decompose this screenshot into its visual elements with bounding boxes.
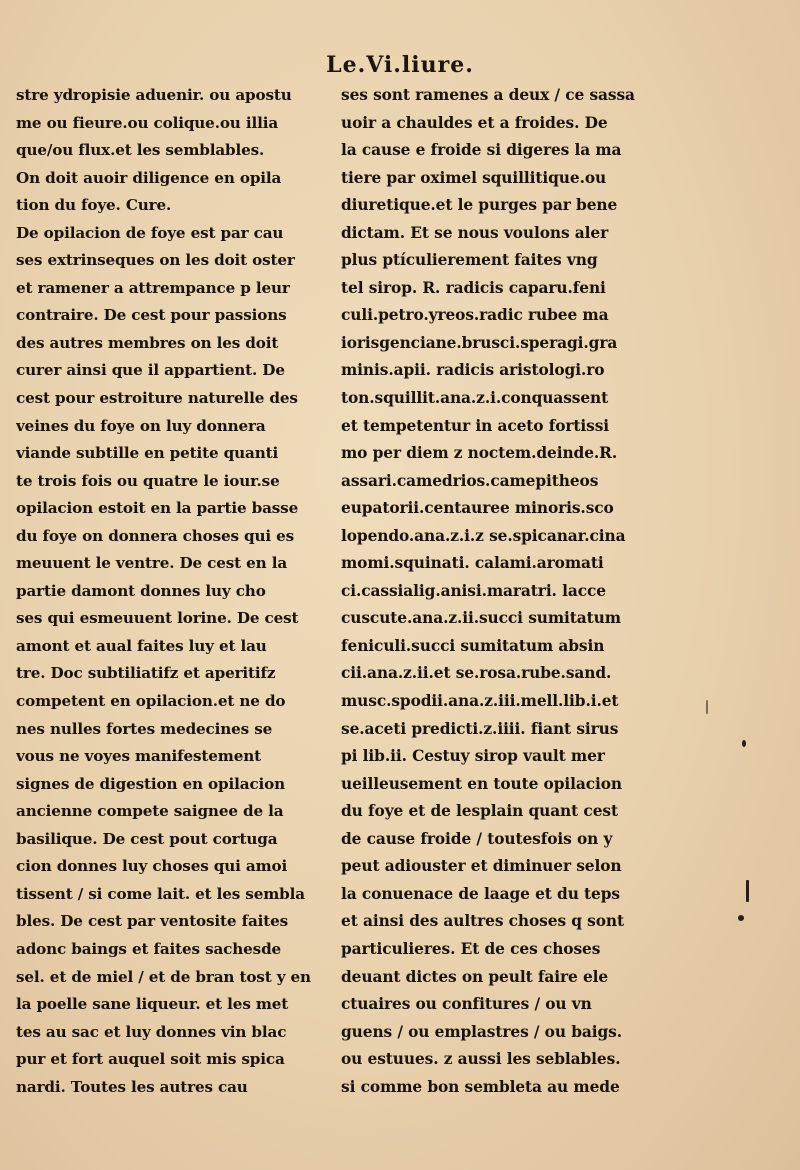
- left-column-line: partie damont donnes luy cho: [16, 581, 266, 600]
- right-column-line: lopendo.ana.z.i.z se.spicanar.cina: [341, 526, 626, 545]
- right-column-line: tel sirop. R. radicis caparu.feni: [341, 278, 606, 297]
- left-column-line: sel. et de miel / et de bran tost y en: [16, 967, 311, 986]
- ink-spot: [706, 700, 708, 714]
- left-column-line: tissent / si come lait. et les sembla: [16, 884, 305, 903]
- right-column-line: ou estuues. z aussi les seblables.: [341, 1050, 621, 1069]
- right-column-line: tiere par oximel squillitique.ou: [341, 168, 607, 187]
- left-column-line: De opilacion de foye est par cau: [16, 223, 284, 242]
- right-column-line: ci.cassialig.anisi.maratri. lacce: [341, 581, 606, 600]
- left-column-line: amont et aual faites luy et lau: [16, 636, 267, 655]
- right-column-line: assari.camedrios.camepitheos: [341, 471, 599, 490]
- left-column-line: tes au sac et luy donnes vin blac: [16, 1022, 287, 1041]
- left-column-line: nardi. Toutes les autres cau: [16, 1077, 248, 1096]
- right-column-line: cii.ana.z.ii.et se.rosa.rube.sand.: [341, 664, 612, 683]
- left-column-line: nes nulles fortes medecines se: [16, 719, 273, 738]
- right-column-line: la cause e froide si digeres la ma: [341, 141, 622, 160]
- right-column-line: et ainsi des aultres choses q sont: [341, 912, 625, 931]
- left-column-line: opilacion estoit en la partie basse: [16, 499, 299, 518]
- ink-spot: [738, 915, 744, 921]
- right-column-line: dictam. Et se nous voulons aler: [341, 223, 609, 242]
- right-column-line: particulieres. Et de ces choses: [341, 939, 601, 958]
- right-column-line: ueilleusement en toute opilacion: [341, 774, 623, 793]
- right-column-line: se.aceti predicti.z.iiii. fiant sirus: [341, 719, 619, 738]
- left-column-line: contraire. De cest pour passions: [16, 306, 287, 325]
- right-column-line: mo per diem z noctem.deinde.R.: [341, 444, 618, 463]
- left-column-line: tre. Doc subtiliatifz et aperitifz: [16, 664, 276, 683]
- left-column-line: curer ainsi que il appartient. De: [16, 361, 285, 380]
- left-column-line: veines du foye on luy donnera: [16, 416, 266, 435]
- left-column-line: signes de digestion en opilacion: [16, 774, 286, 793]
- right-column-line: diuretique.et le purges par bene: [341, 196, 618, 215]
- left-column-line: la poelle sane liqueur. et les met: [16, 995, 289, 1014]
- left-column-line: du foye on donnera choses qui es: [16, 526, 295, 545]
- left-column-line: ses extrinseques on les doit oster: [16, 251, 295, 270]
- right-column-line: deuant dictes on peult faire ele: [341, 967, 609, 986]
- left-column-line: vous ne voyes manifestement: [16, 747, 261, 766]
- left-column-line: et ramener a attrempance p leur: [16, 278, 290, 297]
- left-column-line: stre ydropisie aduenir. ou apostu: [16, 86, 292, 104]
- left-column-line: te trois fois ou quatre le iour.se: [16, 471, 280, 490]
- left-column-line: competent en opilacion.et ne do: [16, 692, 286, 711]
- right-column-line: cuscute.ana.z.ii.succi sumitatum: [341, 609, 621, 628]
- left-column-line: bles. De cest par ventosite faites: [16, 912, 289, 931]
- left-text-column: [16, 82, 334, 1101]
- right-column-line: plus ptículierement faites vng: [341, 251, 598, 270]
- left-column-line: adonc baings et faites sachesde: [16, 939, 282, 958]
- left-column-line: basilique. De cest pout cortuga: [16, 829, 278, 848]
- right-column-line: culi.petro.yreos.radic rubee ma: [341, 306, 609, 325]
- right-column-line: musc.spodii.ana.z.iii.mell.lib.i.et: [341, 692, 619, 711]
- left-column-line: cest pour estroiture naturelle des: [16, 389, 298, 408]
- left-column-line: viande subtille en petite quanti: [16, 444, 279, 463]
- left-column-line: meuuent le ventre. De cest en la: [16, 554, 288, 573]
- left-column-line: ses qui esmeuuent lorine. De cest: [16, 609, 299, 628]
- right-column-line: si comme bon sembleta au mede: [341, 1077, 620, 1096]
- right-column-line: guens / ou emplastres / ou baigs.: [341, 1022, 622, 1041]
- right-column-line: minis.apii. radicis aristologi.ro: [341, 361, 605, 380]
- right-column-line: du foye et de lesplain quant cest: [341, 802, 618, 821]
- right-column-line: momi.squinati. calami.aromati: [341, 554, 604, 573]
- right-column-line: feniculi.succi sumitatum absin: [341, 636, 605, 655]
- ink-spot: [742, 740, 746, 747]
- right-column-line: ctuaires ou confitures / ou vn: [341, 995, 592, 1014]
- right-column-line: ses sont ramenes a deux / ce sassa: [341, 86, 635, 104]
- right-column-line: peut adiouster et diminuer selon: [341, 857, 622, 876]
- left-column-line: cion donnes luy choses qui amoi: [16, 857, 288, 876]
- right-column-line: ton.squillit.ana.z.i.conquassent: [341, 389, 609, 408]
- running-title: Le.Vi.liure.: [326, 52, 474, 78]
- right-column-line: iorisgenciane.brusci.speragi.gra: [341, 333, 618, 352]
- right-column-line: uoir a chauldes et a froides. De: [341, 113, 608, 132]
- left-column-line: des autres membres on les doit: [16, 333, 279, 352]
- left-column-line: que/ou flux.et les semblables.: [16, 141, 265, 160]
- left-column-line: pur et fort auquel soit mis spica: [16, 1050, 285, 1069]
- right-column-line: de cause froide / toutesfois on y: [341, 829, 613, 848]
- right-column-line: pi lib.ii. Cestuy sirop vault mer: [341, 747, 605, 766]
- left-column-line: ancienne compete saignee de la: [16, 802, 284, 821]
- left-column-line: On doit auoir diligence en opila: [16, 168, 282, 187]
- ink-spot: [746, 880, 749, 902]
- right-column-line: eupatorii.centauree minoris.sco: [341, 499, 614, 518]
- right-column-line: la conuenace de laage et du teps: [341, 884, 620, 903]
- left-column-line: tion du foye. Cure.: [16, 196, 172, 215]
- left-column-line: me ou fieure.ou colique.ou illia: [16, 113, 279, 132]
- right-column-line: et tempetentur in aceto fortissi: [341, 416, 610, 435]
- right-text-column: [341, 82, 676, 1101]
